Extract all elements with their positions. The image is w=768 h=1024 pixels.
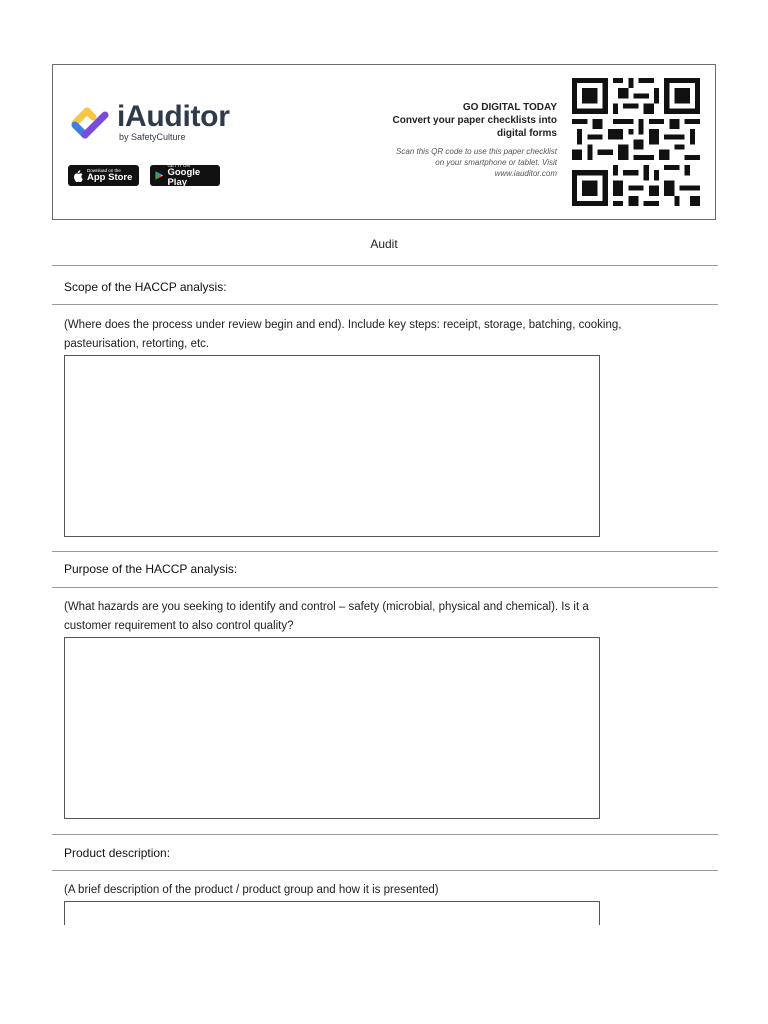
brand-name: iAuditor <box>117 100 230 133</box>
cta-note: Scan this QR code to use this paper checklist on your smartphone or tablet. Visit www.iauditor.com <box>396 147 557 178</box>
cta-title: GO DIGITAL TODAY <box>462 102 557 113</box>
iauditor-logo-icon <box>69 101 113 145</box>
divider <box>52 551 718 552</box>
section-hint-purpose: (What hazards are you seeking to identify and control – safety (microbial, physical and chemical). Is it a customer requirement to also control quality? <box>64 601 589 632</box>
divider <box>52 834 718 835</box>
qr-code-icon[interactable] <box>569 78 703 206</box>
section-hint-product: (A brief description of the product / product group and how it is presented) <box>64 884 439 896</box>
divider <box>52 870 718 871</box>
apple-icon <box>73 170 83 182</box>
cta-subtitle: Convert your paper checklists into digital forms <box>392 115 557 139</box>
brand-subtitle: by SafetyCulture <box>119 132 186 142</box>
divider <box>52 587 718 588</box>
purpose-answer-box[interactable] <box>64 637 600 819</box>
divider <box>52 304 718 305</box>
app-store-label: App Store <box>87 172 133 183</box>
google-play-small-text: GET IT ON <box>167 162 190 168</box>
google-play-label: Google Play <box>167 167 201 188</box>
product-answer-box[interactable] <box>64 901 600 925</box>
app-store-badge[interactable] <box>68 165 139 186</box>
app-store-small-text: Download on the <box>87 167 121 173</box>
section-heading-scope: Scope of the HACCP analysis: <box>64 280 227 294</box>
section-heading-purpose: Purpose of the HACCP analysis: <box>64 562 238 576</box>
document-title: Audit <box>370 237 398 251</box>
google-play-icon <box>155 170 163 181</box>
section-heading-product: Product description: <box>64 846 171 860</box>
divider <box>52 265 718 266</box>
app-promo-banner <box>52 64 716 220</box>
cta-block <box>317 101 557 179</box>
scope-answer-box[interactable] <box>64 355 600 537</box>
section-hint-scope: (Where does the process under review begin and end). Include key steps: receipt, storage, batching, cooking, pasteurisation, retorting, etc. <box>64 319 622 350</box>
google-play-badge[interactable] <box>150 162 220 188</box>
